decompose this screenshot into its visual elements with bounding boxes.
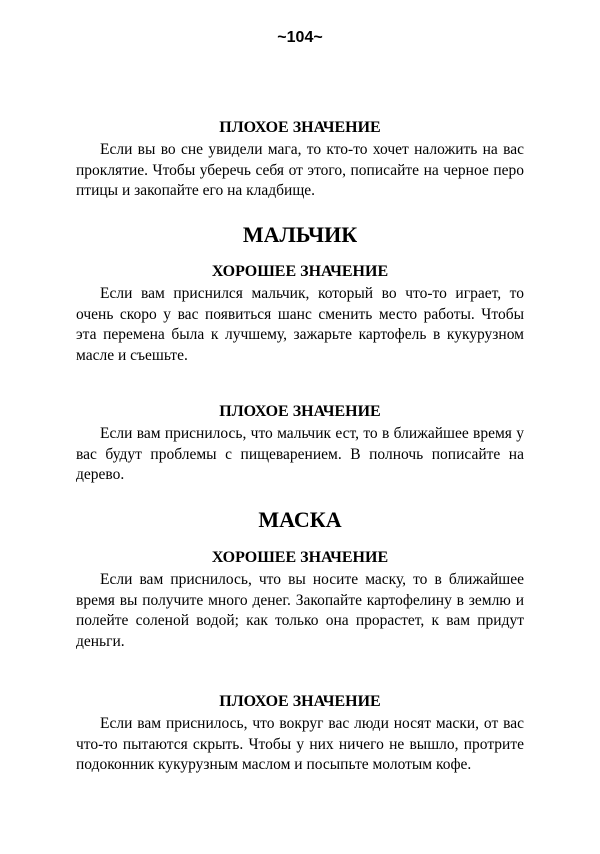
section-heading: ХОРОШЕЕ ЗНАЧЕНИЕ: [211, 549, 389, 566]
section-text: Если вам приснилось, что мальчик ест, то в ближайшее время у вас будут проблемы с пищеварением. В полночь пописайте на дерево.: [76, 425, 524, 483]
section-heading: ПЛОХОЕ ЗНАЧЕНИЕ: [219, 119, 381, 136]
entry-title-boy: МАЛЬЧИК: [242, 222, 358, 247]
section-text: Если вы во сне увидели мага, то кто-то хочет наложить на вас проклятие. Чтобы уберечь себя от этого, пописайте на черное перо птицы и закопайте его на кладбище.: [76, 141, 524, 199]
section-bad-boy: [76, 402, 524, 486]
section-good-mask: [76, 548, 524, 652]
section-text: Если вам приснилось, что вы носите маску, то в ближайшее время вы получите много денег. Закопайте картофелину в землю и полейте соленой водой; как только она прорастет, к вам придут деньги.: [76, 571, 524, 650]
section-heading: ХОРОШЕЕ ЗНАЧЕНИЕ: [211, 263, 389, 280]
section-bad-mage: [76, 118, 524, 202]
section-heading: ПЛОХОЕ ЗНАЧЕНИЕ: [219, 693, 381, 710]
section-bad-mask: [76, 692, 524, 776]
section-text: Если вам приснился мальчик, который во что-то играет, то очень скоро у вас появиться шанс сменить место работы. Чтобы эта перемена была к лучшему, зажарьте картофель в кукурузном масле и съешьте.: [76, 285, 524, 364]
entry-title-mask: МАСКА: [258, 507, 342, 532]
section-good-boy: [76, 262, 524, 366]
page-number: ~104~: [277, 29, 323, 46]
section-heading: ПЛОХОЕ ЗНАЧЕНИЕ: [219, 403, 381, 420]
section-text: Если вам приснилось, что вокруг вас люди носят маски, от вас что-то пытаются скрыть. Чтобы у них ничего не вышло, протрите подоконник кукурузным маслом и посыпьте молотым кофе.: [76, 715, 524, 773]
